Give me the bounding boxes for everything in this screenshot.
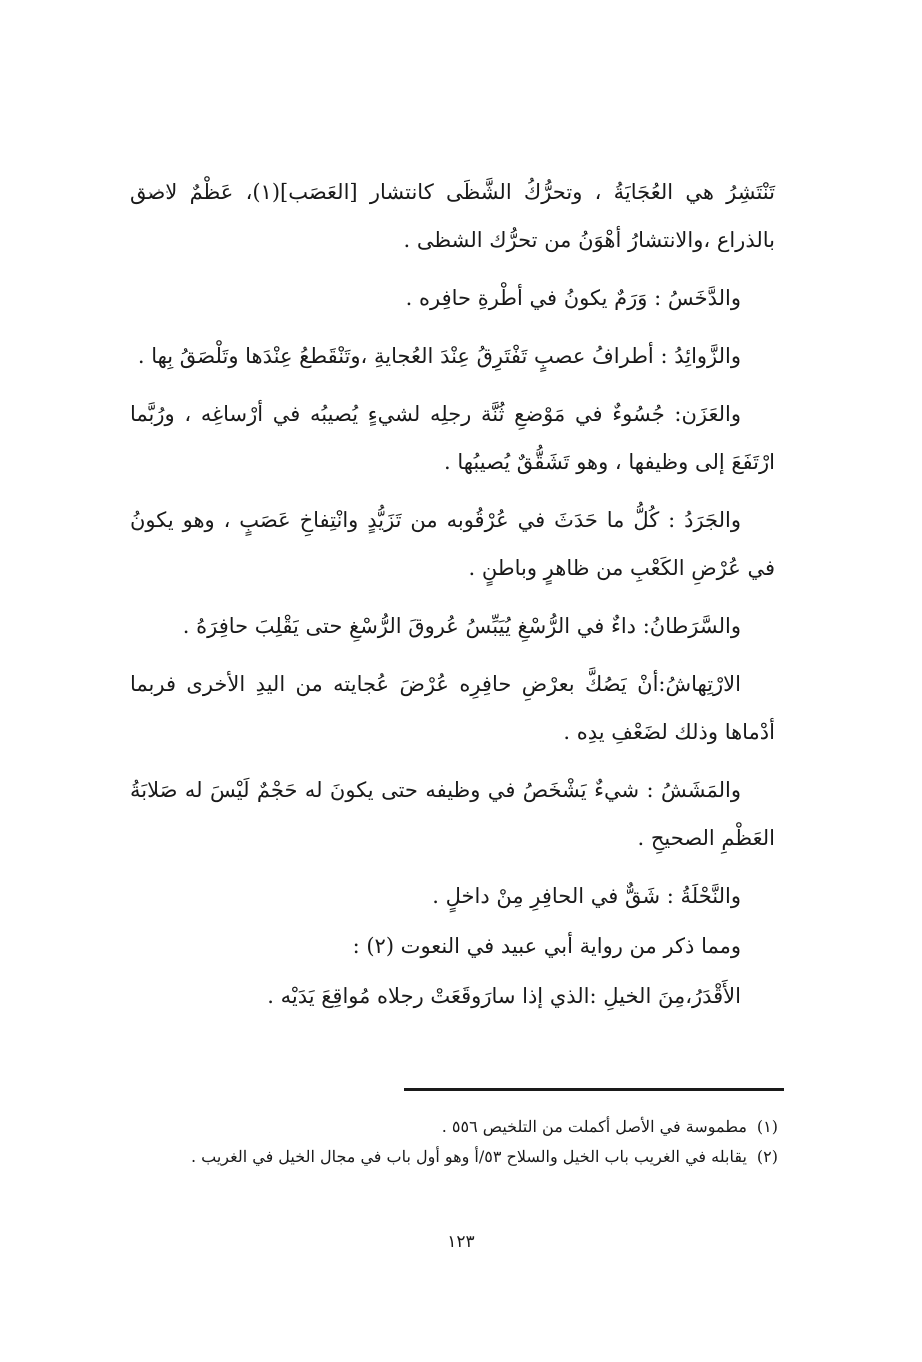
footnote-number: (١)	[756, 1117, 778, 1136]
page-number: ١٢٣	[447, 1232, 475, 1252]
paragraph-irtihash: الارْتِهاشُ:أنْ يَصُكَّ بعرْضِ حافِرِه عُرْضَ عُجايته من اليدِ الأخرى فربما أدْماها وذلك لضَعْفِ يدِه .	[130, 672, 775, 744]
paragraph-jarad: والجَرَدُ : كُلُّ ما حَدَثَ في عُرْقُوبه من تَزَيُّدٍ وانْتِفاخِ عَصَبٍ ، وهو يكونُ في عُرْضِ الكَعْبِ من ظاهرٍ وباطنٍ .	[130, 508, 775, 580]
main-text	[130, 168, 775, 1030]
paragraph-dakhas: والدَّخَسُ : وَرَمٌ يكونُ في أطْرةِ حافِره .	[405, 286, 741, 310]
footnotes	[128, 1112, 778, 1172]
paragraph-abu-ubaid: ومما ذكر من رواية أبي عبيد في النعوت (٢) :	[352, 934, 741, 958]
paragraph-tanatshur: تَنْتَشِرُ هي العُجَايَةُ ، وتحرُّكُ الشَّظَى كانتشار [العَصَب](١)، عَظْمٌ لاصق بالذراع ،والانتشارُ أهْوَنُ من تحرُّك الشظى .	[130, 180, 775, 252]
paragraph-nahla: والنَّحْلَةُ : شَقٌّ في الحافِرِ مِنْ داخلٍ .	[432, 884, 741, 908]
paragraph-saratan: والسَّرَطانُ: داءٌ في الرُّسْغِ يُيَبِّسُ عُروقَ الرُّسْغِ حتى يَقْلِبَ حافِرَهُ .	[182, 614, 741, 638]
footnote-text: مطموسة في الأصل أكملت من التلخيص ٥٥٦ .	[441, 1117, 747, 1136]
paragraph-mashash: والمَشَشُ : شيءٌ يَشْخَصُ في وظيفه حتى يكونَ له حَجْمٌ لَيْسَ له صَلابَةُ العَظْمِ الصحيحِ .	[130, 778, 775, 850]
paragraph-azan: والعَزَن: جُسُوءٌ في مَوْضعِ ثُنَّة رجلِه لشيءٍ يُصيبُه في أرْساغِه ، ورُبَّما ارْتَفَعَ إلى وظيفها ، وهو تَشَقُّقٌ يُصيبُها .	[130, 402, 775, 474]
footnote-separator	[404, 1088, 784, 1091]
footnote-text: يقابله في الغريب باب الخيل والسلاح ٥٣/أ وهو أول باب في مجال الخيل في الغريب .	[190, 1147, 747, 1166]
footnote-1	[128, 1112, 778, 1142]
footnote-2	[128, 1142, 778, 1172]
paragraph-zawaid: والزَّوائِدُ : أطرافُ عصبٍ تَفْتَرِقُ عِنْدَ العُجايةِ ،وتَنْقَطعُ عِنْدَها وتَلْصَقُ بِها .	[137, 344, 741, 368]
footnote-number: (٢)	[756, 1147, 778, 1166]
paragraph-aqdar: الأَقْدَرُ،مِنَ الخيلِ :الذي إذا سارَوقَعَتْ رجلاه مُواقِعَ يَدَيْه .	[267, 984, 741, 1008]
